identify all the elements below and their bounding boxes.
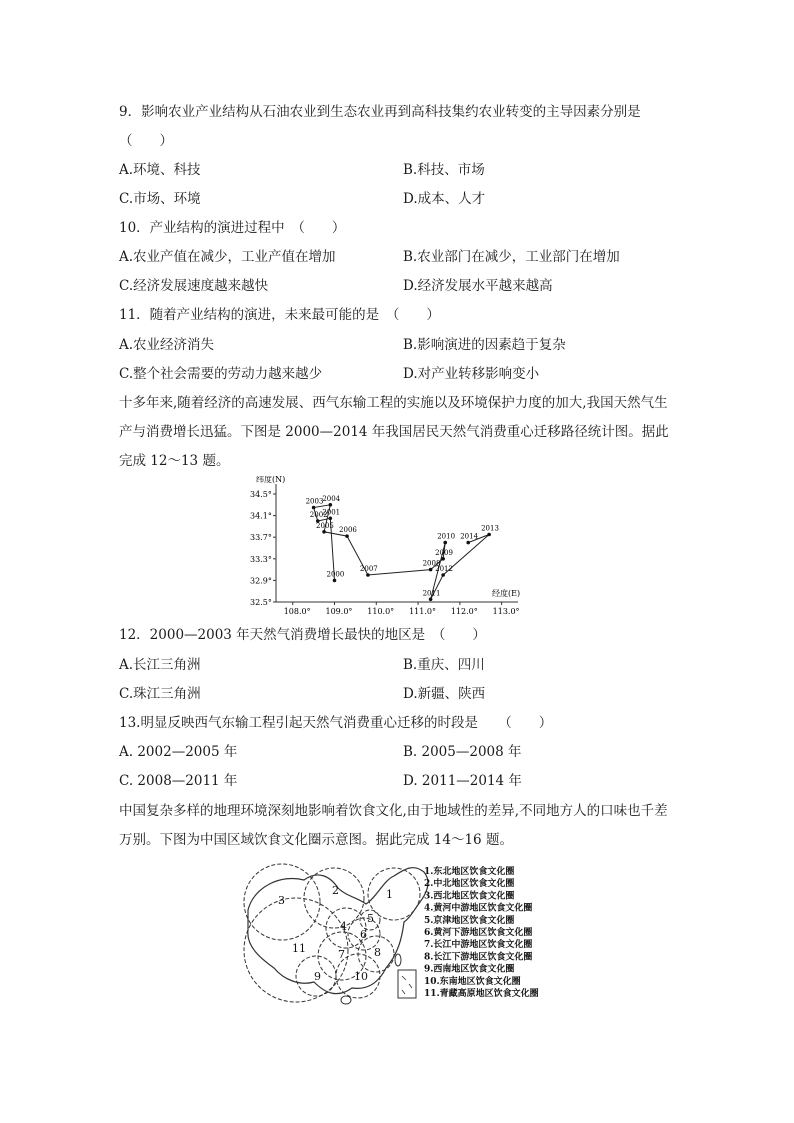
circle-number-8: 8 [374,946,381,959]
food-culture-map [234,858,564,1018]
point-2013 [487,533,491,537]
x-tick-label: 111.0° [409,607,436,616]
point-label-2012: 2012 [435,565,453,573]
south-china-sea-inset [398,970,416,998]
q12-option-b: B.重庆、四川 [403,657,485,673]
point-label-2003: 2003 [305,497,324,506]
y-tick-label: 32.5° [250,598,272,607]
x-tick-label: 110.0° [367,607,395,616]
x-axis-label: 经度(E) [492,589,521,598]
point-2012 [441,573,445,577]
legend-item-7: 7.长江中游地区饮食文化圈 [424,940,533,951]
q9-option-c: C.市场、环境 [119,191,201,207]
point-label-2006: 2006 [339,526,357,535]
point-2008 [429,568,433,572]
circle-number-11: 11 [292,942,306,955]
point-2000 [333,579,337,583]
point-label-2004: 2004 [322,494,341,503]
point-label-2007: 2007 [359,565,378,573]
point-label-2013: 2013 [481,524,499,533]
q13-option-c: C. 2008—2011 年 [119,773,238,789]
legend-item-5: 5.京津地区饮食文化圈 [424,915,515,926]
point-label-2000: 2000 [326,570,345,579]
legend-item-8: 8.长江下游地区饮食文化圈 [424,952,533,963]
q9-blank: （ ） [119,133,173,149]
q10-option-c: C.经济发展速度越来越快 [119,278,269,294]
point-label-2014: 2014 [460,532,479,541]
q10-stem: 10．产业结构的演进过程中 （ ） [119,220,346,236]
point-2011 [429,598,433,602]
legend-item-3: 3.西北地区饮食文化圈 [424,891,515,902]
q10-option-b: B.农业部门在减少，工业部门在增加 [403,249,620,265]
x-tick-label: 108.0° [283,607,311,616]
q9-option-a: A.环境、科技 [119,162,201,178]
q12-option-a: A.长江三角洲 [119,657,201,673]
y-tick-label: 32.9° [250,576,272,586]
q9-option-b: B.科技、市场 [403,162,485,178]
q11-option-b: B.影响演进的因素趋于复杂 [403,337,566,353]
circle-number-9: 9 [314,970,321,983]
gas-centroid-chart [240,476,540,616]
y-tick-label: 33.7° [250,533,272,543]
q12-option-d: D.新疆、陕西 [403,686,486,702]
q11-stem: 11．随着产业结构的演进，未来最可能的是 （ ） [119,307,440,323]
intro-paragraph-food: 中国复杂多样的地理环境深刻地影响着饮食文化,由于地域性的差异,不同地方人的口味也千差万别。下图为中国区域饮食文化圈示意图。据此完成 14～16 题。 [119,803,668,848]
circle-number-7: 7 [338,948,345,961]
q11-option-c: C.整个社会需要的劳动力越来越少 [119,366,323,382]
y-axis-label: 纬度(N) [256,476,286,484]
point-2009 [441,557,445,561]
y-tick-label: 34.5° [250,490,272,499]
legend-item-4: 4.黄河中游地区饮食文化圈 [424,903,533,914]
q10-option-a: A.农业产值在减少，工业产值在增加 [119,249,336,265]
x-tick-label: 113.0° [492,607,520,616]
q11-option-a: A.农业经济消失 [119,337,215,353]
circle-number-5: 5 [367,912,374,925]
point-label-2005: 2005 [316,521,334,530]
circle-number-4: 4 [340,920,347,933]
circle-number-10: 10 [354,970,368,983]
circle-number-2: 2 [332,884,339,897]
point-2006 [345,534,349,538]
x-tick-label: 109.0° [325,607,353,616]
q10-option-d: D.经济发展水平越来越高 [403,278,553,294]
point-2005 [322,530,326,534]
point-label-2009: 2009 [435,548,453,557]
q9-stem: 9．影响农业产业结构从石油农业到生态农业再到高科技集约农业转变的主导因素分别是 [119,104,641,120]
point-2007 [366,573,370,577]
x-tick-label: 112.0° [450,607,478,616]
q13-option-b: B. 2005—2008 年 [403,744,522,760]
q13-option-d: D. 2011—2014 年 [403,773,522,789]
q11-option-d: D.对产业转移影响变小 [403,366,540,382]
intro-paragraph-gas: 十多年来,随着经济的高速发展、西气东输工程的实施以及环境保护力度的加大,我国天然气生产与消费增长迅猛。下图是 2000—2014 年我国居民天然气消费重心迁移路径统计图。据此完成 12～13 题。 [119,395,669,469]
point-2001 [329,517,333,521]
legend-item-1: 1.东北地区饮食文化圈 [424,867,515,877]
point-2003 [312,506,316,510]
y-tick-label: 34.1° [250,511,272,521]
y-tick-label: 33.3° [250,554,272,564]
legend-item-6: 6.黄河下游地区饮食文化圈 [424,928,533,938]
point-label-2002: 2002 [309,511,328,519]
legend-item-11: 11.青藏高原地区饮食文化圈 [424,989,539,999]
legend-item-9: 9.西南地区饮食文化圈 [424,964,515,975]
point-2014 [466,541,470,545]
q12-stem: 12．2000—2003 年天然气消费增长最快的地区是 （ ） [119,627,486,643]
q9-option-d: D.成本、人才 [403,191,486,207]
point-2004 [329,503,333,507]
q12-option-c: C.珠江三角洲 [119,686,201,702]
circle-number-6: 6 [360,928,367,941]
circle-number-1: 1 [386,888,393,901]
q13-stem: 13.明显反映西气东输工程引起天然气消费重心迁移的时段是 （ ） [119,715,553,731]
point-label-2001: 2001 [322,508,341,517]
point-label-2008: 2008 [422,559,441,568]
point-label-2010: 2010 [437,532,456,541]
legend-item-10: 10.东南地区饮食文化圈 [424,976,521,987]
circle-number-3: 3 [278,894,285,907]
centroid-path [314,505,490,600]
legend-item-2: 2.中北地区饮食文化圈 [424,879,515,890]
point-label-2011: 2011 [422,589,441,598]
point-2010 [443,541,447,545]
q13-option-a: A. 2002—2005 年 [119,744,238,760]
